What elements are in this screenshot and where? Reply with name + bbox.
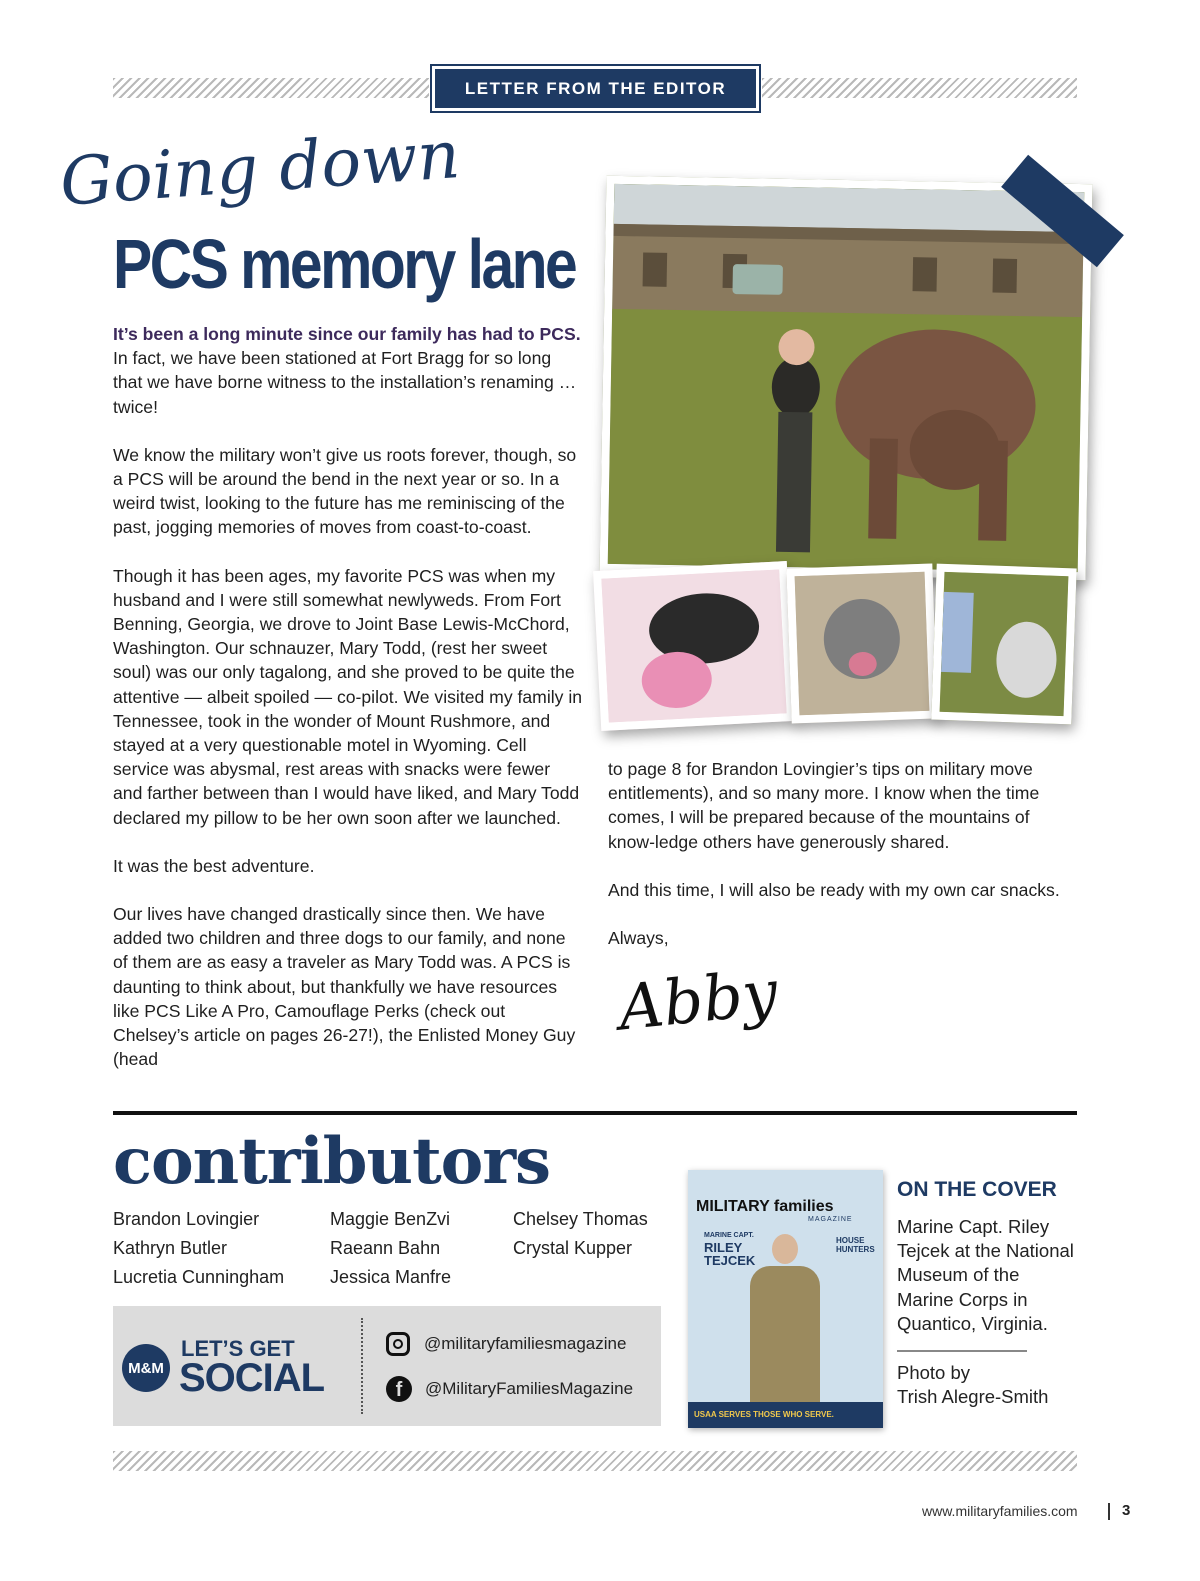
page-title: PCS memory lane: [113, 225, 576, 303]
instagram-link[interactable]: [386, 1332, 626, 1356]
dog-grass-illustration: [940, 572, 1069, 716]
page-number: 3: [1122, 1502, 1131, 1519]
title-script: Going down: [57, 116, 463, 221]
cover-mag-title: MILITARY families: [696, 1198, 834, 1215]
cover-name-1: MARINE CAPT.: [704, 1232, 754, 1239]
contributor-name: Raeann Bahn: [330, 1238, 441, 1258]
facebook-icon: f: [386, 1376, 412, 1402]
mm-logo: M&M: [122, 1344, 170, 1392]
header-hatch-right: [762, 78, 1077, 98]
footer-hatch: [113, 1451, 1077, 1471]
contributor-name: Kathryn Butler: [113, 1238, 228, 1258]
footer-separator: [1108, 1503, 1110, 1520]
cover-thumbnail: [688, 1170, 883, 1428]
social-box: [113, 1306, 661, 1426]
contributor-name: Chelsey Thomas: [513, 1209, 648, 1229]
contributor-name: Brandon Lovingier: [113, 1209, 260, 1229]
cover-bottom-banner: USAA SERVES THOSE WHO SERVE.: [688, 1402, 883, 1428]
dog-photo-pillow: [593, 561, 795, 731]
lead-paragraph: [113, 322, 583, 419]
social-label: SOCIAL: [179, 1356, 325, 1400]
lets-get-label: LET’S GET: [181, 1336, 295, 1361]
contributors-col-1: [113, 1209, 284, 1296]
cover-figure: [750, 1234, 820, 1404]
photographer-name: Trish Alegre-Smith: [897, 1386, 1049, 1407]
closing: Always,: [608, 928, 669, 949]
contributor-name: Crystal Kupper: [513, 1238, 633, 1258]
contributors-col-2: [330, 1209, 451, 1296]
lead-rest: In fact, we have been stationed at Fort Bragg for so long that we have borne witness to the installation’s renaming … twice!: [113, 348, 577, 417]
contributor-name: Jessica Manfre: [330, 1267, 452, 1287]
right-column: [608, 757, 1078, 974]
cover-house-hunters: HOUSE HUNTERS: [836, 1236, 875, 1254]
right-paragraph-1: to page 8 for Brandon Lovingier’s tips on military move entitlements), and so many more. I know when the time comes, I will be prepared because of the mountains of know-ledge others have generously shared.: [608, 759, 1040, 852]
cover-name-3: TEJCEK: [704, 1253, 756, 1268]
signature: Abby: [615, 955, 781, 1045]
cover-description: Marine Capt. Riley Tejcek at the National Museum of the Marine Corps in Quantico, Virginia.: [897, 1216, 1074, 1334]
footer-url[interactable]: www.militaryfamilies.com: [922, 1503, 1078, 1519]
cover-mag-sub: MAGAZINE: [808, 1216, 853, 1223]
dog-portrait-illustration: [795, 572, 930, 715]
contributor-name: Maggie BenZvi: [330, 1209, 451, 1229]
main-photo-illustration: [608, 184, 1085, 572]
instagram-handle: @militaryfamiliesmagazine: [424, 1334, 627, 1353]
cover-name-2: RILEY: [704, 1240, 743, 1255]
paragraph-4: It was the best adventure.: [113, 855, 315, 876]
dog-photo-portrait: [786, 563, 937, 723]
facebook-link[interactable]: [386, 1376, 633, 1402]
paragraph-2: We know the military won’t give us roots forever, though, so a PCS will be around the bend in the next year or so. In a weird twist, looking to the future has me reminiscing of the past, jogging memories of moves from coast-to-coast.: [113, 444, 577, 538]
header-hatch-left: [113, 78, 429, 98]
instagram-icon: [386, 1332, 410, 1356]
section-label: LETTER FROM THE EDITOR: [432, 66, 759, 111]
main-photo: [600, 176, 1093, 580]
paragraph-5: Our lives have changed drastically since then. We have added two children and three dogs to our family, and none of them are as easy a traveler as Mary Todd was. A PCS is daunting to think about, but thankfully we have resources like PCS Like A Pro, Camouflage Perks (check out Chelsey’s article on pages 26-27!), the Enlisted Money Guy (head: [113, 904, 576, 1070]
paragraph-3: Though it has been ages, my favorite PCS was when my husband and I were still somewhat newlyweds. From Fort Benning, Georgia, we drove to Joint Base Lewis-McChord, Washington. Our schnauzer, Mary Todd, (rest her sweet soul) was our only tagalong, and she proved to be quite the attentive — albeit spoiled — co-pilot. We visited my family in Tennessee, took in the wonder of Mount Rushmore, and stayed at a very questionable motel in Wyoming. Cell service was abysmal, rest areas with snacks were fewer and farther between than I would have liked, and Mary Todd declared my pillow to be her own soon after we launched.: [113, 565, 583, 828]
contributors-col-3: [513, 1209, 648, 1267]
contributors-title: contributors: [113, 1124, 551, 1199]
left-column: [113, 322, 583, 1095]
right-paragraph-2: And this time, I will also be ready with my own car snacks.: [608, 879, 1060, 900]
social-divider: [361, 1318, 363, 1414]
photo-credit-label: Photo by: [897, 1362, 971, 1383]
contributor-name: Lucretia Cunningham: [113, 1267, 285, 1287]
section-divider: [113, 1111, 1077, 1115]
dog-pillow-illustration: [601, 569, 786, 722]
on-the-cover-heading: ON THE COVER: [897, 1178, 1057, 1201]
lead-bold: It’s been a long minute since our family has had to PCS.: [113, 324, 581, 344]
facebook-handle: @MilitaryFamiliesMagazine: [425, 1379, 634, 1398]
cover-text-divider: [897, 1350, 1027, 1352]
dog-photo-grass: [931, 564, 1076, 725]
